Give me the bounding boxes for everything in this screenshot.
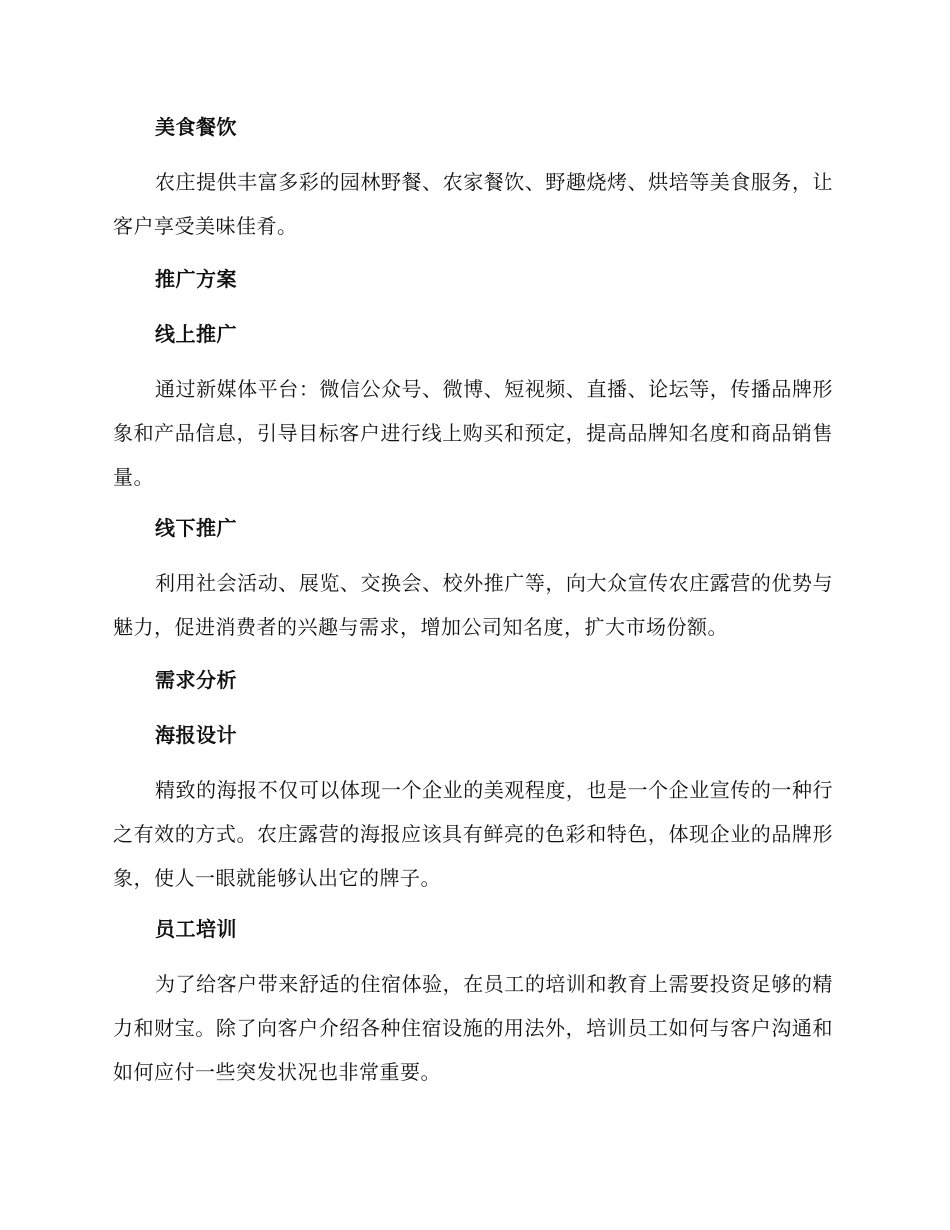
paragraph-online-promotion: 通过新媒体平台：微信公众号、微博、短视频、直播、论坛等，传播品牌形象和产品信息，引导目标客户进行线上购买和预定，提高品牌知名度和商品销售量。: [113, 377, 833, 489]
heading-poster-design: 海报设计: [155, 723, 237, 747]
heading-online-promotion: 线上推广: [155, 322, 237, 346]
paragraph-poster-design: 精致的海报不仅可以体现一个企业的美观程度，也是一个企业宣传的一种行之有效的方式。农庄露营的海报应该具有鲜亮的色彩和特色，体现企业的品牌形象，使人一眼就能够认出它的牌子。: [113, 778, 833, 890]
paragraph-food-dining: 农庄提供丰富多彩的园林野餐、农家餐饮、野趣烧烤、烘培等美食服务，让客户享受美味佳肴。: [113, 170, 833, 238]
heading-staff-training: 员工培训: [155, 917, 237, 941]
paragraph-staff-training: 为了给客户带来舒适的住宿体验，在员工的培训和教育上需要投资足够的精力和财宝。除了向客户介绍各种住宿设施的用法外，培训员工如何与客户沟通和如何应付一些突发状况也非常重要。: [113, 972, 833, 1084]
heading-demand-analysis: 需求分析: [155, 668, 237, 692]
paragraph-offline-promotion: 利用社会活动、展览、交换会、校外推广等，向大众宣传农庄露营的优势与魅力，促进消费者的兴趣与需求，增加公司知名度，扩大市场份额。: [113, 571, 833, 639]
heading-promotion-plan: 推广方案: [155, 267, 237, 291]
heading-offline-promotion: 线下推广: [155, 516, 237, 540]
heading-food-dining: 美食餐饮: [155, 115, 237, 139]
